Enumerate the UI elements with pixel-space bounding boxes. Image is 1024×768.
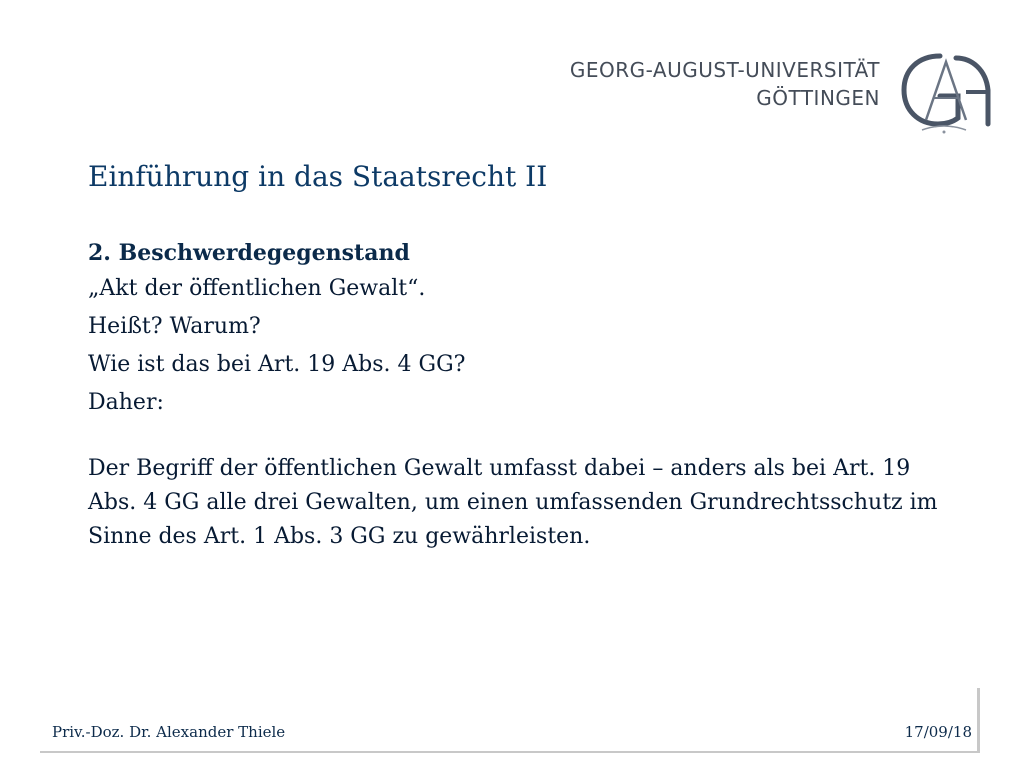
content-line-1: „Akt der öffentlichen Gewalt“. [88, 276, 426, 301]
university-name-line1: GEORG-AUGUST-UNIVERSITÄT [569, 58, 880, 82]
slide-content [88, 236, 938, 554]
university-logo [896, 46, 992, 136]
university-name [570, 56, 880, 112]
content-line-4: Daher: [88, 390, 164, 415]
footer-author: Priv.-Doz. Dr. Alexander Thiele [52, 723, 286, 741]
slide-title: Einführung in das Staatsrecht II [88, 160, 548, 193]
content-line-3: Wie ist das bei Art. 19 Abs. 4 GG? [88, 352, 466, 377]
content-line-2: Heißt? Warum? [88, 314, 261, 339]
footer-date: 17/09/18 [904, 723, 972, 741]
section-heading: 2. Beschwerdegegenstand [88, 240, 410, 266]
footer-horizontal-divider [40, 751, 980, 753]
content-paragraph: Der Begriff der öffentlichen Gewalt umfasst dabei – anders als bei Art. 19 Abs. 4 GG alle drei Gewalten, um einen umfassenden Grundrechtsschutz im Sinne des Art. 1 Abs. 3 GG zu gewährleisten. [88, 456, 938, 549]
footer-vertical-divider [977, 688, 980, 752]
university-name-line2: GÖTTINGEN [756, 86, 880, 110]
